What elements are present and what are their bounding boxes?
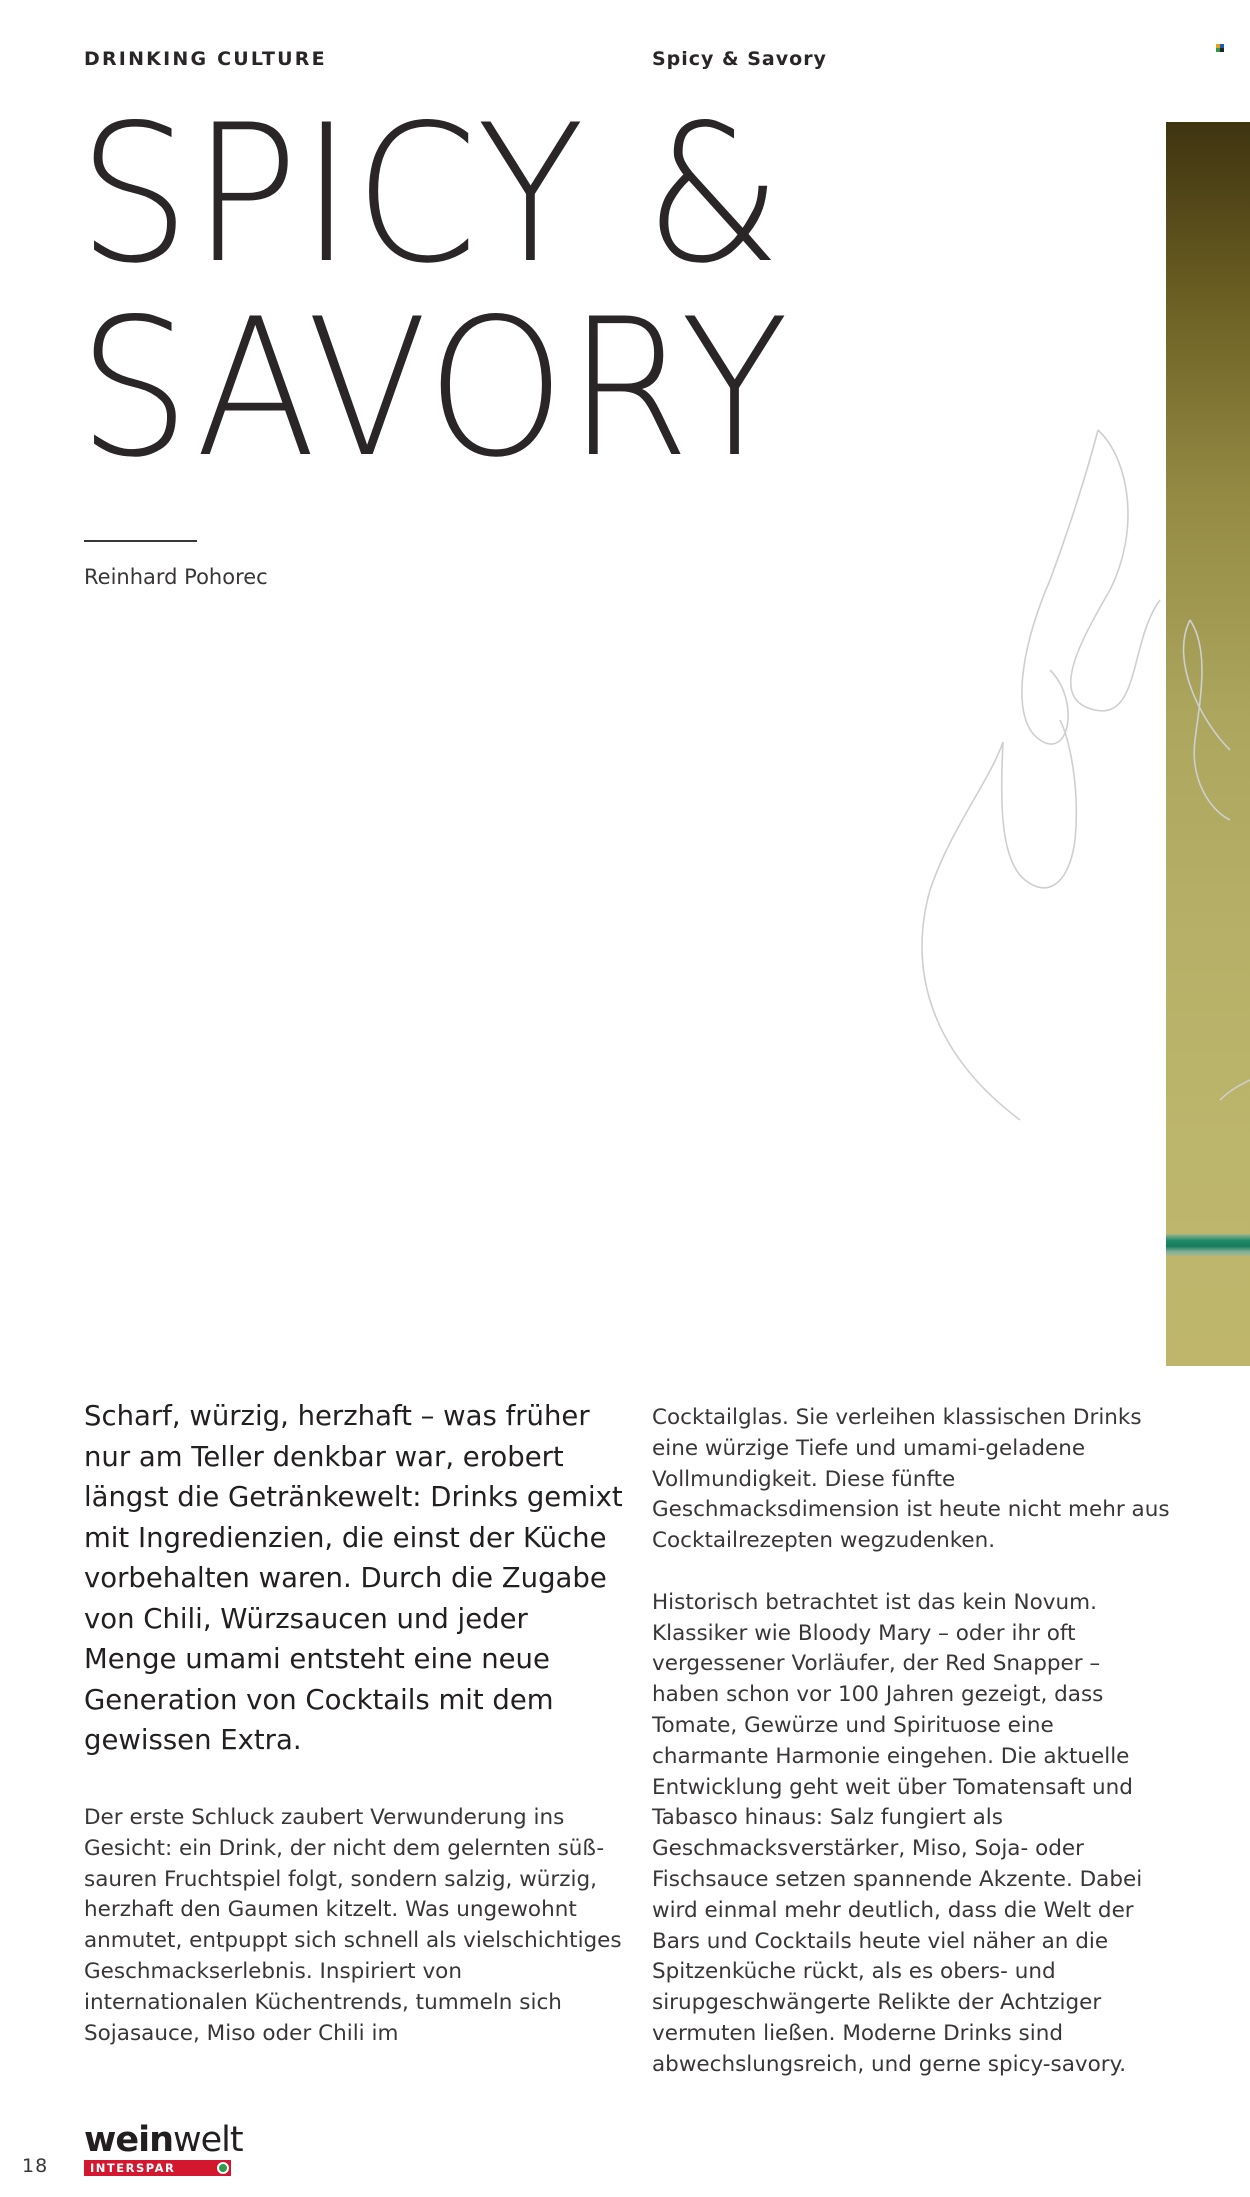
article-body-right	[652, 1403, 1172, 2081]
title-divider	[84, 540, 197, 542]
page-number: 18	[22, 2155, 49, 2177]
logo-interspar-bar	[84, 2160, 231, 2176]
logo-bar-text: INTERSPAR	[90, 2161, 176, 2175]
logo-wordmark	[84, 2122, 243, 2158]
glass-rim	[1166, 1234, 1250, 1256]
article-title	[78, 84, 915, 499]
logo-word-bold: wein	[84, 2120, 173, 2160]
body-paragraph: Cocktailglas. Sie verleihen klassischen Drinks eine würzige Tiefe und umami-geladene Vollmundigkeit. Diese fünfte Geschmacksdimension ist heute nicht mehr aus Cocktailrezepten wegzudenken.	[652, 1405, 1170, 1554]
weinwelt-logo	[84, 2122, 243, 2176]
article-title-line-1: SPICY &	[78, 84, 785, 305]
section-label: DRINKING CULTURE	[84, 48, 327, 70]
article-lead: Scharf, würzig, herzhaft – was früher nur am Teller denkbar war, erobert längst die Getränkewelt: Drinks gemixt mit Ingredienzien, die einst der Küche vorbehalten waren. Durch die Zugabe von Chili, Würzsaucen und jeder Menge umami entsteht eine neue Generation von Cocktails mit dem gewissen Extra.	[84, 1400, 623, 1756]
author-name: Reinhard Pohorec	[84, 565, 268, 589]
running-head: Spicy & Savory	[652, 48, 827, 70]
article-title-line-2: SAVORY	[78, 278, 791, 499]
logo-word-regular: welt	[173, 2120, 243, 2160]
body-paragraph: Historisch betrachtet ist das kein Novum. Klassiker wie Bloody Mary – oder ihr oft vergessener Vorläufer, der Red Snapper – haben schon vor 100 Jahren gezeigt, dass Tomate, Gewürze und Spirituose eine charmante Harmonie eingehen. Die aktuelle Entwicklung geht weit über Tomatensaft und Tabasco hinaus: Salz fungiert als Geschmacksverstärker, Miso, Soja- oder Fischsauce setzen spannende Akzente. Dabei wird einmal mehr deutlich, dass die Welt der Bars und Cocktails heute viel näher an die Spitzenküche rückt, als es obers- und sirupgeschwängerte Relikte der Achtziger vermuten ließen. Moderne Drinks sind abwechslungsreich, und gerne spicy-savory.	[652, 1589, 1143, 2077]
corner-color-mark-icon	[1216, 44, 1224, 52]
article-body-left: Der erste Schluck zaubert Verwunderung ins Gesicht: ein Drink, der nicht dem gelernten süß-sauren Fruchtspiel folgt, sondern salzig, würzig, herzhaft den Gaumen kitzelt. Was ungewohnt anmutet, entpuppt sich schnell als vielschichtiges Geschmackserlebnis. Inspiriert von internationalen Küchentrends, tummeln sich Sojasauce, Miso oder Chili im	[84, 1805, 622, 2046]
interspar-tree-icon	[217, 2162, 229, 2174]
flame-outline-illustration-icon	[900, 420, 1250, 1140]
